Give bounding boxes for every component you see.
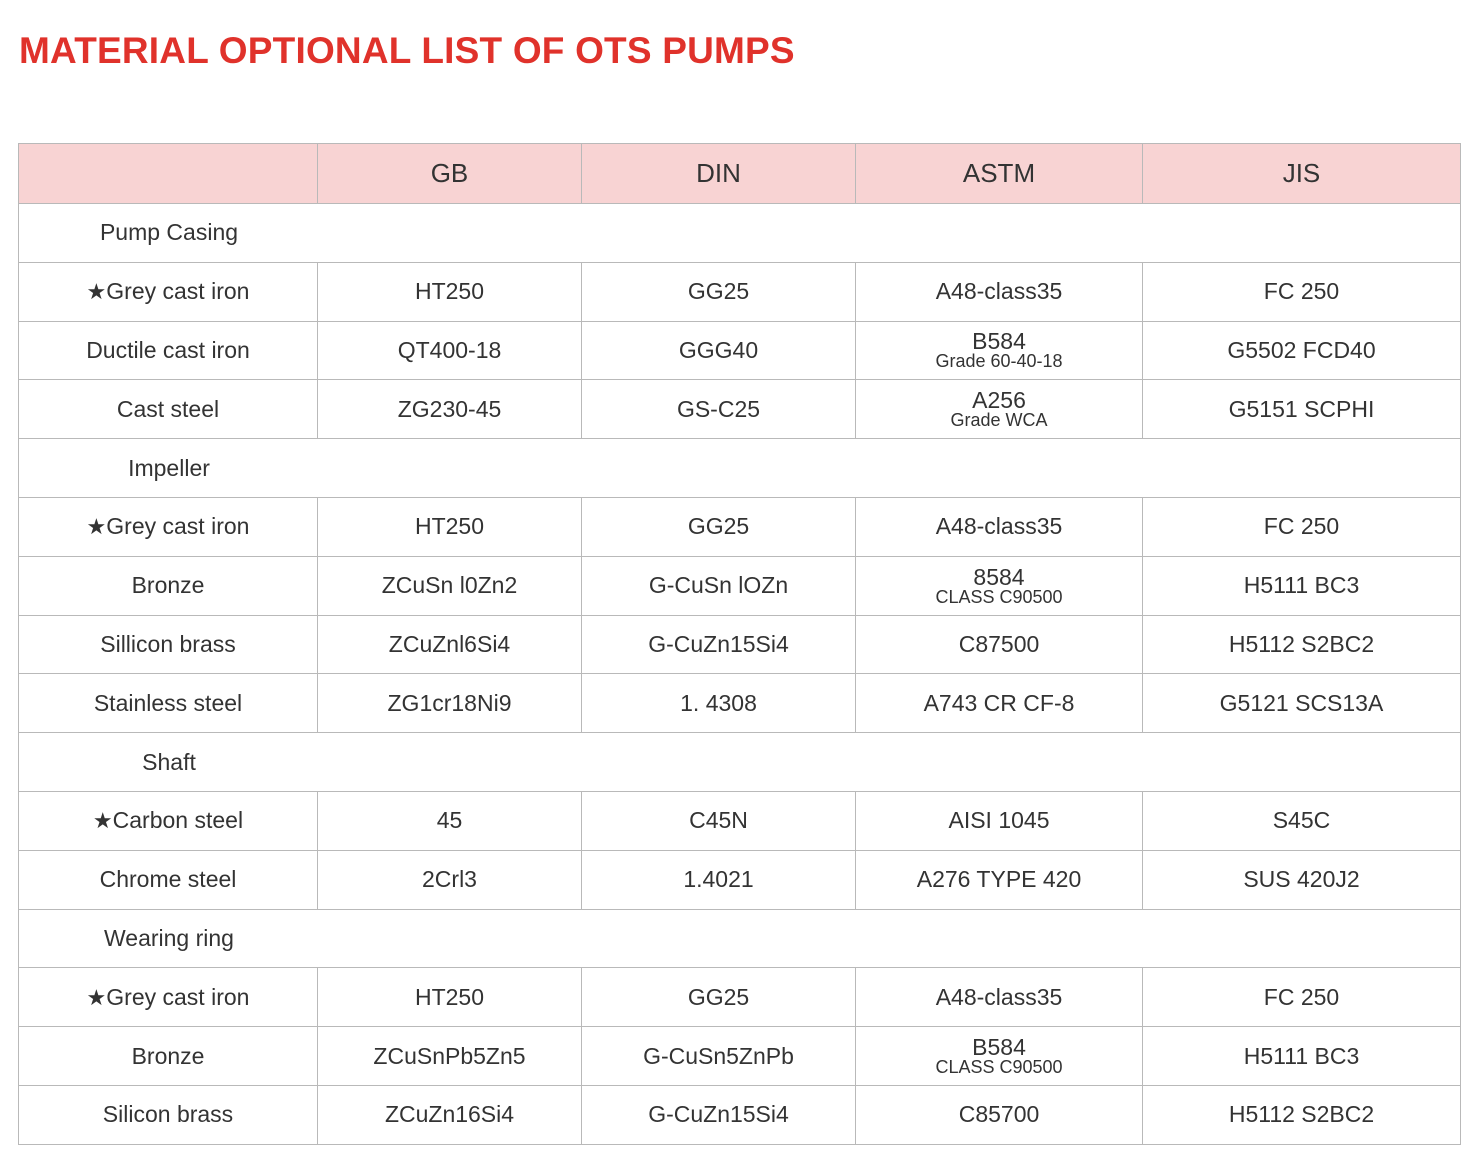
astm-cell [856, 321, 1143, 380]
gb-cell: ZG1cr18Ni9 [318, 674, 582, 733]
material-name: Stainless steel [93, 689, 243, 716]
gb-cell: HT250 [318, 968, 582, 1027]
material-cell [19, 497, 318, 556]
material-cell [19, 262, 318, 321]
din-cell: GGG40 [582, 321, 856, 380]
astm-code: A256 [972, 387, 1026, 414]
astm-cell: C87500 [856, 615, 1143, 674]
astm-code: B584 [972, 1034, 1026, 1061]
table-row [19, 850, 1461, 909]
material-name: Cast steel [116, 395, 220, 422]
star-icon: ★ [86, 984, 107, 1010]
din-cell: 1.4021 [582, 850, 856, 909]
material-table [18, 143, 1461, 1145]
material-name: Ductile cast iron [86, 336, 250, 363]
table-row [19, 556, 1461, 615]
jis-cell: SUS 420J2 [1143, 850, 1461, 909]
material-cell [19, 674, 318, 733]
material-name: Grey cast iron [106, 983, 250, 1010]
jis-cell: H5111 BC3 [1143, 1027, 1461, 1086]
astm-code: 8584 [973, 563, 1025, 590]
table-row [19, 1085, 1461, 1144]
din-cell: GG25 [582, 968, 856, 1027]
section-header [19, 909, 1461, 968]
jis-cell: H5112 S2BC2 [1143, 615, 1461, 674]
din-cell: G-CuSn lOZn [582, 556, 856, 615]
header-gb: GB [318, 144, 582, 204]
section-label: Impeller [128, 454, 210, 481]
header-astm: ASTM [856, 144, 1143, 204]
astm-cell [856, 556, 1143, 615]
table-body [19, 204, 1461, 1145]
table-header-row [19, 144, 1461, 204]
material-name: Grey cast iron [106, 278, 250, 305]
jis-cell: FC 250 [1143, 968, 1461, 1027]
material-cell [19, 556, 318, 615]
material-name: Chrome steel [99, 866, 237, 893]
material-cell [19, 968, 318, 1027]
gb-cell: ZCuZnl6Si4 [318, 615, 582, 674]
din-cell: C45N [582, 791, 856, 850]
header-material [19, 144, 318, 204]
gb-cell: ZG230-45 [318, 380, 582, 439]
table-row [19, 321, 1461, 380]
din-cell: G-CuZn15Si4 [582, 615, 856, 674]
astm-cell: AISI 1045 [856, 791, 1143, 850]
material-name: Bronze [131, 572, 205, 599]
material-cell [19, 321, 318, 380]
gb-cell: ZCuZn16Si4 [318, 1085, 582, 1144]
gb-cell: QT400-18 [318, 321, 582, 380]
section-label: Shaft [142, 748, 196, 775]
astm-grade: Grade WCA [950, 410, 1048, 431]
star-icon: ★ [86, 279, 107, 305]
gb-cell: 45 [318, 791, 582, 850]
jis-cell: H5112 S2BC2 [1143, 1085, 1461, 1144]
astm-cell: A276 TYPE 420 [856, 850, 1143, 909]
jis-cell: G5502 FCD40 [1143, 321, 1461, 380]
astm-code: B584 [972, 328, 1026, 355]
material-name: Grey cast iron [106, 513, 250, 540]
jis-cell: FC 250 [1143, 262, 1461, 321]
section-label: Wearing ring [104, 924, 234, 951]
table-row [19, 380, 1461, 439]
din-cell: GS-C25 [582, 380, 856, 439]
section-header [19, 733, 1461, 792]
astm-cell: A48-class35 [856, 968, 1143, 1027]
astm-grade: Grade 60-40-18 [935, 351, 1063, 372]
astm-grade: CLASS C90500 [935, 586, 1063, 607]
material-cell [19, 850, 318, 909]
gb-cell: ZCuSnPb5Zn5 [318, 1027, 582, 1086]
table-row [19, 791, 1461, 850]
section-header [19, 204, 1461, 263]
material-name: Silicon brass [102, 1101, 234, 1128]
din-cell: GG25 [582, 497, 856, 556]
astm-cell: A48-class35 [856, 497, 1143, 556]
din-cell: G-CuSn5ZnPb [582, 1027, 856, 1086]
astm-grade: CLASS C90500 [935, 1057, 1063, 1078]
jis-cell: G5151 SCPHI [1143, 380, 1461, 439]
section-row [19, 909, 1461, 968]
table-row [19, 1027, 1461, 1086]
material-name: Carbon steel [112, 807, 244, 834]
material-cell [19, 380, 318, 439]
section-row [19, 439, 1461, 498]
din-cell: G-CuZn15Si4 [582, 1085, 856, 1144]
material-cell [19, 791, 318, 850]
astm-cell: A743 CR CF-8 [856, 674, 1143, 733]
table-row [19, 497, 1461, 556]
page-title: MATERIAL OPTIONAL LIST OF OTS PUMPS [19, 30, 795, 71]
din-cell: GG25 [582, 262, 856, 321]
section-row [19, 733, 1461, 792]
astm-cell: A48-class35 [856, 262, 1143, 321]
jis-cell: G5121 SCS13A [1143, 674, 1461, 733]
material-name: Bronze [131, 1042, 205, 1069]
material-cell [19, 615, 318, 674]
material-cell [19, 1085, 318, 1144]
star-icon: ★ [86, 514, 107, 540]
jis-cell: FC 250 [1143, 497, 1461, 556]
star-icon: ★ [92, 808, 113, 834]
jis-cell: H5111 BC3 [1143, 556, 1461, 615]
din-cell: 1. 4308 [582, 674, 856, 733]
gb-cell: ZCuSn l0Zn2 [318, 556, 582, 615]
gb-cell: 2Crl3 [318, 850, 582, 909]
table-row [19, 968, 1461, 1027]
gb-cell: HT250 [318, 262, 582, 321]
table-row [19, 615, 1461, 674]
jis-cell: S45C [1143, 791, 1461, 850]
material-name: Sillicon brass [100, 630, 236, 657]
section-label: Pump Casing [99, 219, 239, 246]
astm-cell [856, 1027, 1143, 1086]
section-header [19, 439, 1461, 498]
astm-cell [856, 380, 1143, 439]
material-cell [19, 1027, 318, 1086]
header-jis: JIS [1143, 144, 1461, 204]
gb-cell: HT250 [318, 497, 582, 556]
header-din: DIN [582, 144, 856, 204]
table-row [19, 674, 1461, 733]
astm-cell: C85700 [856, 1085, 1143, 1144]
section-row [19, 204, 1461, 263]
table-row [19, 262, 1461, 321]
